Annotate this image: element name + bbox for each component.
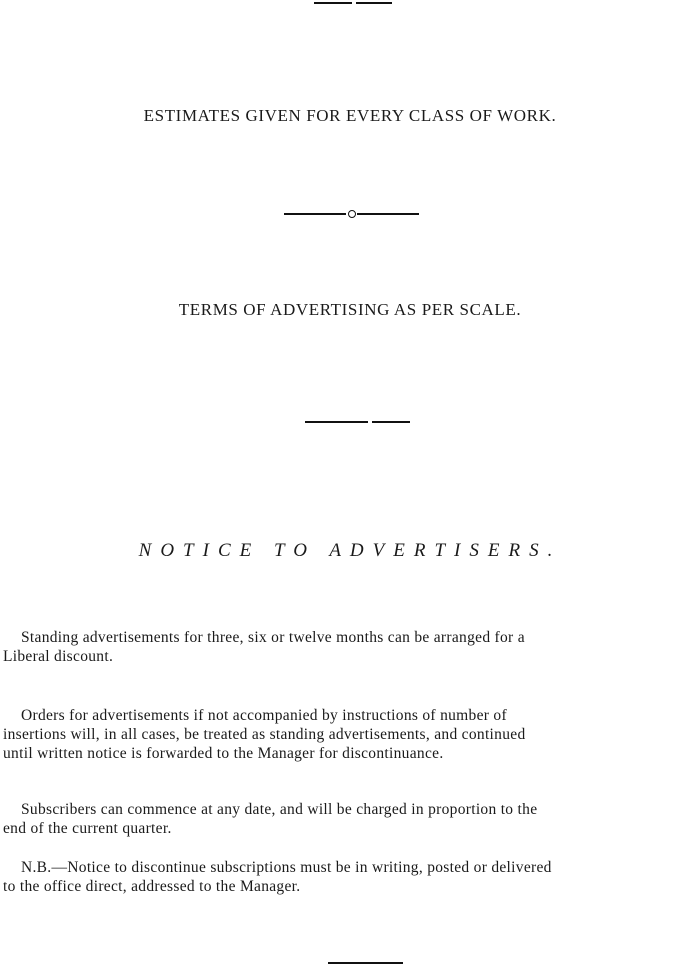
- paragraph-line: Standing advertisements for three, six or twelve months can be arranged for a: [21, 629, 525, 646]
- standing-paragraph: [3, 628, 700, 666]
- terms-heading: TERMS OF ADVERTISING AS PER SCALE.: [178, 300, 522, 319]
- paragraph-line: insertions will, in all cases, be treated as standing advertisements, and continued: [3, 726, 526, 743]
- paragraph-line: to the office direct, addressed to the Manager.: [3, 878, 301, 895]
- top-divider-right: [356, 2, 392, 4]
- estimates-heading: ESTIMATES GIVEN FOR EVERY CLASS OF WORK.: [143, 106, 557, 125]
- section-divider-right: [372, 421, 410, 423]
- bottom-divider: [328, 962, 403, 964]
- notice-heading: NOTICE TO ADVERTISERS.: [138, 540, 562, 561]
- section-divider-left: [305, 421, 368, 423]
- paragraph-line: Liberal discount.: [3, 648, 114, 665]
- paragraph-line: until written notice is forwarded to the Manager for discontinuance.: [3, 745, 444, 762]
- orders-paragraph: [3, 706, 700, 763]
- paragraph-line: N.B.—Notice to discontinue subscriptions must be in writing, posted or delivered: [21, 859, 552, 876]
- subscribers-paragraph: [3, 800, 700, 838]
- top-divider-left: [314, 2, 352, 4]
- nb-paragraph: [3, 858, 700, 896]
- paragraph-line: end of the current quarter.: [3, 820, 172, 837]
- ornamental-divider: [284, 210, 424, 218]
- paragraph-line: Subscribers can commence at any date, and will be charged in proportion to the: [21, 801, 538, 818]
- paragraph-line: Orders for advertisements if not accompanied by instructions of number of: [21, 707, 507, 724]
